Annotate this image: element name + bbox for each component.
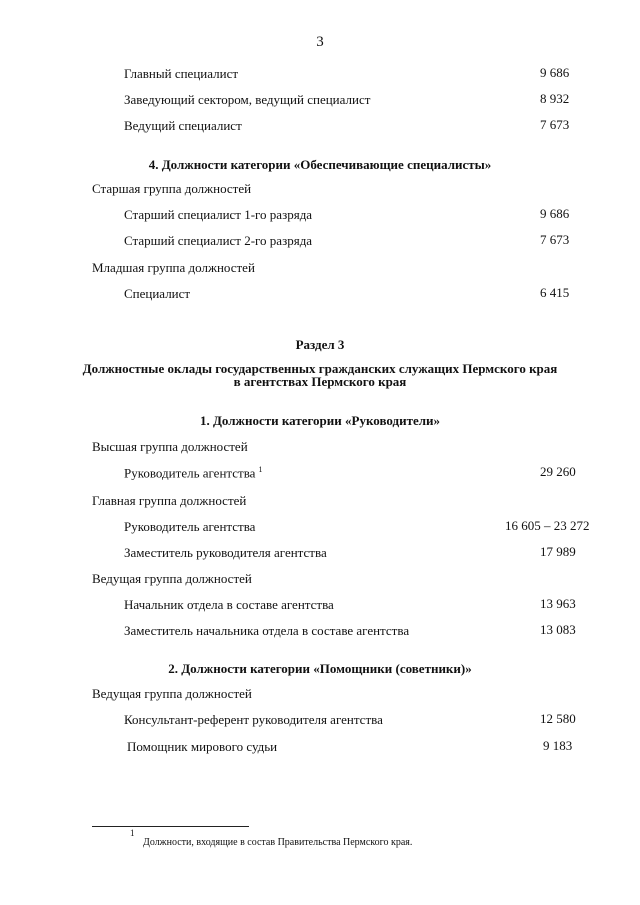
position-title: Старший специалист 2-го разряда xyxy=(124,233,313,248)
group-label: Старшая группа должностей xyxy=(92,181,252,196)
position-title: Ведущий специалист xyxy=(124,118,242,133)
salary-value: 17 989 xyxy=(540,544,576,559)
group-label: Главная группа должностей xyxy=(92,493,247,508)
salary-value: 12 580 xyxy=(540,711,576,726)
position-title: Помощник мирового судьи xyxy=(127,739,278,754)
page-number: 3 xyxy=(316,34,324,50)
salary-value: 29 260 xyxy=(540,464,576,479)
section-subtitle: Должностные оклады государственных гражданских служащих Пермского края xyxy=(82,361,558,376)
salary-value: 7 673 xyxy=(540,232,570,247)
salary-value: 6 415 xyxy=(540,285,570,300)
footnote-separator xyxy=(92,826,249,827)
position-title: Начальник отдела в составе агентства xyxy=(124,597,334,612)
group-label: Ведущая группа должностей xyxy=(92,686,252,701)
category-heading: 4. Должности категории «Обеспечивающие специалисты» xyxy=(148,157,492,172)
group-label: Высшая группа должностей xyxy=(92,439,248,454)
position-title: Руководитель агентства xyxy=(124,519,256,534)
section-subtitle: в агентствах Пермского края xyxy=(233,374,407,389)
group-label: Младшая группа должностей xyxy=(92,260,255,275)
position-title: Заместитель начальника отдела в составе агентства xyxy=(124,623,410,638)
position-title: Специалист xyxy=(124,286,191,301)
footnote-text: Должности, входящие в состав Правительства Пермского края. xyxy=(143,837,413,848)
salary-value: 13 083 xyxy=(540,622,576,637)
salary-value: 16 605 – 23 272 xyxy=(505,518,590,533)
footnote-reference: 1 xyxy=(258,465,263,474)
position-title: Главный специалист xyxy=(124,66,239,81)
category-heading: 1. Должности категории «Руководители» xyxy=(199,413,441,428)
salary-value: 9 686 xyxy=(540,206,570,221)
group-label: Ведущая группа должностей xyxy=(92,571,252,586)
position-title: Руководитель агентства $^1$ xyxy=(124,465,263,481)
footnote-mark: 1 xyxy=(130,828,135,838)
salary-value: 7 673 xyxy=(540,117,570,132)
salary-value: 13 963 xyxy=(540,596,576,611)
salary-value: 8 932 xyxy=(540,91,570,106)
salary-value: 9 686 xyxy=(540,65,570,80)
position-title: Заместитель руководителя агентства xyxy=(124,545,327,560)
salary-value: 9 183 xyxy=(543,738,573,753)
position-title: Консультант-референт руководителя агентства xyxy=(124,712,383,727)
position-title: Старший специалист 1-го разряда xyxy=(124,207,313,222)
section-title: Раздел 3 xyxy=(295,337,345,352)
position-title: Заведующий сектором, ведущий специалист xyxy=(124,92,371,107)
category-heading: 2. Должности категории «Помощники (советники)» xyxy=(168,661,472,676)
